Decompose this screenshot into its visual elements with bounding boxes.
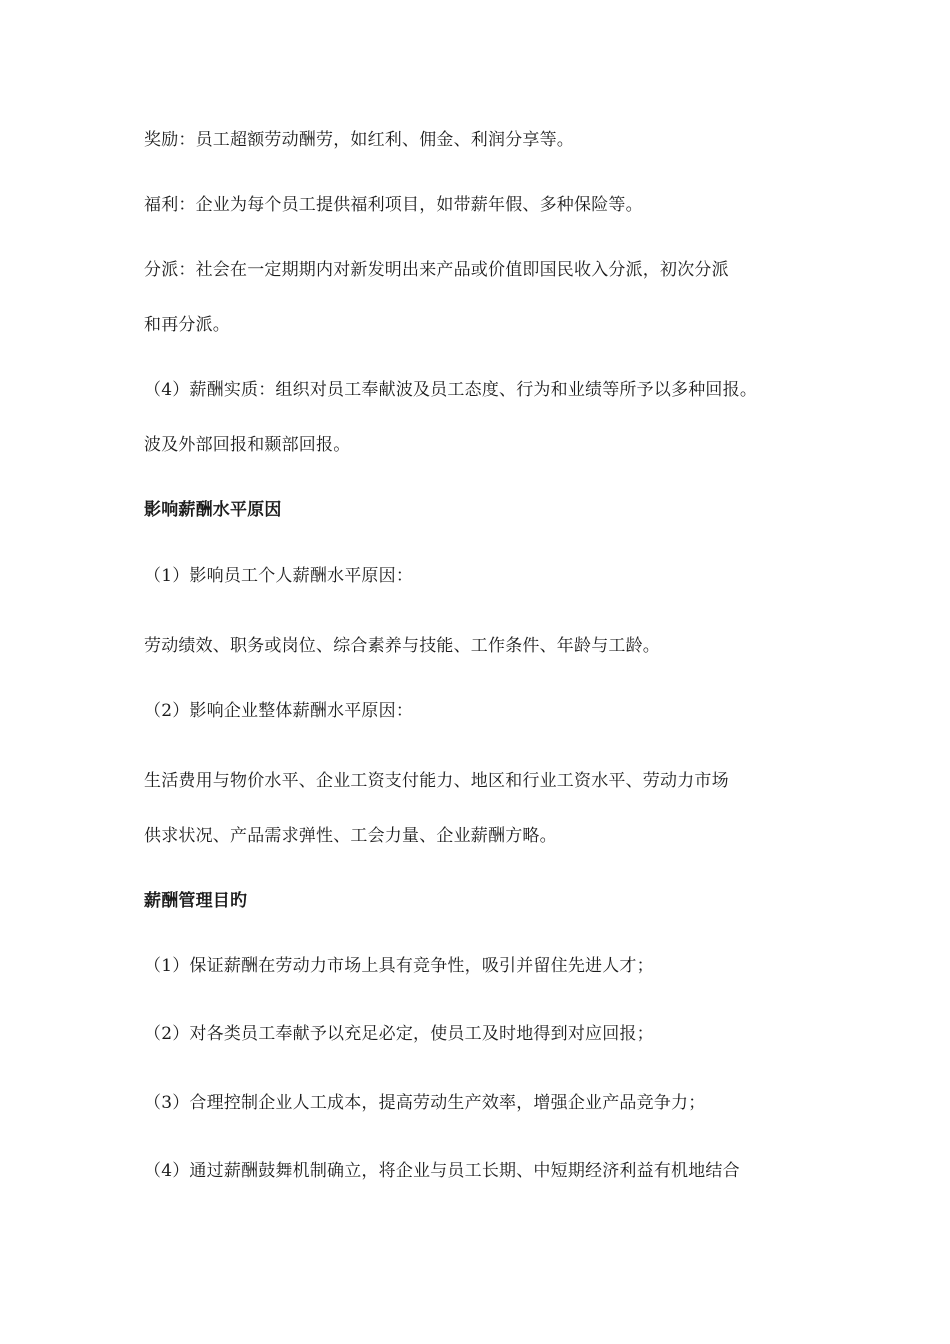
list-item-goal-1: （1）保证薪酬在劳动力市场上具有竞争性，吸引并留住先进人才； [144,956,654,976]
list-item-individual-factors-title: （1）影响员工个人薪酬水平原因： [144,566,414,586]
section-heading-salary-level-factors: 影响薪酬水平原因 [144,500,282,520]
list-item-goal-2: （2）对各类员工奉献予以充足必定，使员工及时地得到对应回报； [144,1024,654,1044]
section-heading-salary-management-goals: 薪酬管理目旳 [144,891,248,911]
paragraph-essence-line-1: （4）薪酬实质：组织对员工奉献波及员工态度、行为和业绩等所予以多种回报。 [144,380,758,400]
paragraph-company-factors-line-2: 供求状况、产品需求弹性、工会力量、企业薪酬方略。 [144,826,557,846]
paragraph-company-factors-line-1: 生活费用与物价水平、企业工资支付能力、地区和行业工资水平、劳动力市场 [144,771,729,791]
paragraph-distribution-line-1: 分派：社会在一定期期内对新发明出来产品或价值即国民收入分派，初次分派 [144,260,729,280]
paragraph-distribution-line-2: 和再分派。 [144,315,230,335]
list-item-company-factors-title: （2）影响企业整体薪酬水平原因： [144,701,414,721]
list-item-goal-4: （4）通过薪酬鼓舞机制确立，将企业与员工长期、中短期经济利益有机地结合 [144,1161,740,1181]
paragraph-individual-factors: 劳动绩效、职务或岗位、综合素养与技能、工作条件、年龄与工龄。 [144,636,660,656]
paragraph-essence-line-2: 波及外部回报和颞部回报。 [144,435,351,455]
paragraph-welfare: 福利：企业为每个员工提供福利项目，如带薪年假、多种保险等。 [144,195,643,215]
list-item-goal-3: （3）合理控制企业人工成本，提高劳动生产效率，增强企业产品竞争力； [144,1093,706,1113]
paragraph-reward: 奖励：员工超额劳动酬劳，如红利、佣金、利润分享等。 [144,130,574,150]
